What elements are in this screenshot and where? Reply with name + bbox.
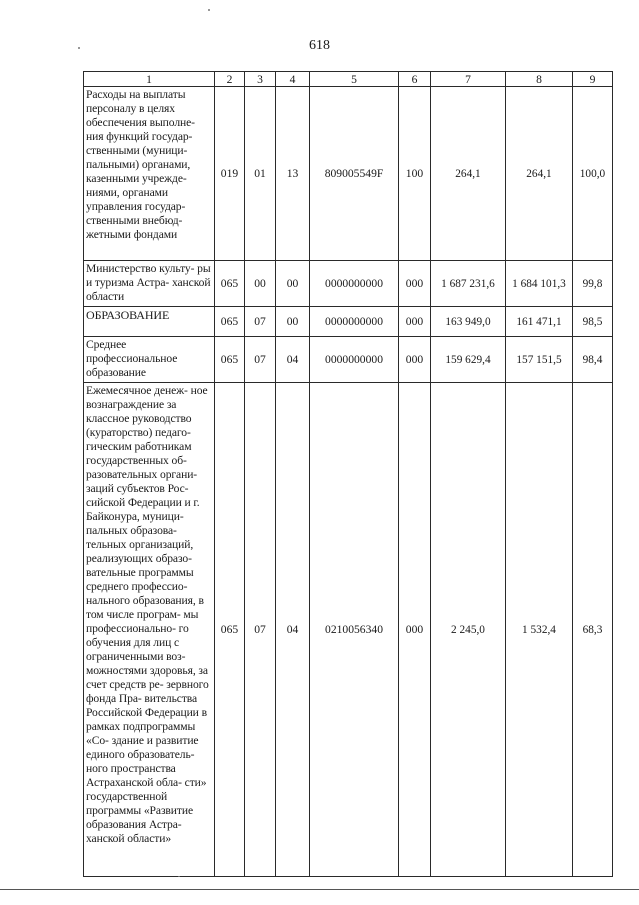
column-header: 6 (399, 72, 431, 87)
target-article-cell: 809005549F (310, 87, 399, 261)
column-header: 1 (84, 72, 215, 87)
expense-type-cell: 000 (399, 383, 431, 877)
header-row (84, 72, 613, 87)
subsection-cell: 04 (276, 337, 310, 383)
expense-type-cell: 100 (399, 87, 431, 261)
expense-name-cell: Ежемесячное денеж- ное вознаграждение за классное руководство (кураторство) педаго- гическим работникам государственных об- разовательных органи- заций субъектов Рос- сийской Федерации и г. Байконура, муници- пальных образова- тельных организаций, реализующих образо- вательные программы среднего профессио- нального образования, в том числе програм- мы профессионально- го обучения для лиц с ограниченными воз- можностями здоровья, за счет средств ре- зервного фонда Пра- вительства Российской Федерации в рамках подпрограммы «Со- здание и развитие единого образователь- ного пространства Астраханской обла- сти» государственной программы «Развитие образования Астра- ханской области» (84, 383, 215, 877)
percent-cell: 98,5 (573, 307, 613, 337)
percent-cell: 98,4 (573, 337, 613, 383)
section-cell: 07 (245, 337, 276, 383)
ved-cell: 065 (215, 261, 245, 307)
section-cell: 07 (245, 383, 276, 877)
section-cell: 07 (245, 307, 276, 337)
column-header: 8 (506, 72, 573, 87)
percent-cell: 100,0 (573, 87, 613, 261)
target-article-cell: 0000000000 (310, 307, 399, 337)
expense-name-cell: ОБРАЗОВАНИЕ (84, 307, 215, 337)
column-header: 7 (431, 72, 506, 87)
table-row (84, 383, 613, 877)
plan-cell: 264,1 (431, 87, 506, 261)
page-number: 618 (309, 38, 330, 53)
fact-cell: 1 532,4 (506, 383, 573, 877)
table-row (84, 307, 613, 337)
subsection-cell: 00 (276, 307, 310, 337)
scan-speck (178, 876, 180, 877)
column-header: 5 (310, 72, 399, 87)
percent-cell: 68,3 (573, 383, 613, 877)
expense-type-cell: 000 (399, 337, 431, 383)
column-header: 4 (276, 72, 310, 87)
scan-speck (208, 9, 210, 11)
section-cell: 00 (245, 261, 276, 307)
subsection-cell: 04 (276, 383, 310, 877)
fact-cell: 157 151,5 (506, 337, 573, 383)
column-header: 2 (215, 72, 245, 87)
expense-name-cell: Министерство культу- ры и туризма Астра- ханской области (84, 261, 215, 307)
fact-cell: 1 684 101,3 (506, 261, 573, 307)
table-row (84, 337, 613, 383)
target-article-cell: 0210056340 (310, 383, 399, 877)
plan-cell: 159 629,4 (431, 337, 506, 383)
plan-cell: 2 245,0 (431, 383, 506, 877)
ved-cell: 065 (215, 383, 245, 877)
fact-cell: 161 471,1 (506, 307, 573, 337)
expense-type-cell: 000 (399, 307, 431, 337)
plan-cell: 163 949,0 (431, 307, 506, 337)
section-cell: 01 (245, 87, 276, 261)
expense-name-cell: Среднее профессиональное образование (84, 337, 215, 383)
table-row (84, 87, 613, 261)
budget-table (83, 71, 613, 877)
subsection-cell: 00 (276, 261, 310, 307)
column-header: 3 (245, 72, 276, 87)
target-article-cell: 0000000000 (310, 337, 399, 383)
table-row (84, 261, 613, 307)
scan-bottom-edge (0, 889, 639, 890)
expense-name-cell: Расходы на выплаты персоналу в целях обеспечения выполне- ния функций государ- ственными (муници- пальными) органами, казенными учрежде- ниями, органами управления государ- ственными внебюд- жетными фондами (84, 87, 215, 261)
ved-cell: 019 (215, 87, 245, 261)
fact-cell: 264,1 (506, 87, 573, 261)
ved-cell: 065 (215, 337, 245, 383)
target-article-cell: 0000000000 (310, 261, 399, 307)
percent-cell: 99,8 (573, 261, 613, 307)
plan-cell: 1 687 231,6 (431, 261, 506, 307)
scan-speck (78, 47, 80, 49)
column-header: 9 (573, 72, 613, 87)
expense-type-cell: 000 (399, 261, 431, 307)
ved-cell: 065 (215, 307, 245, 337)
subsection-cell: 13 (276, 87, 310, 261)
